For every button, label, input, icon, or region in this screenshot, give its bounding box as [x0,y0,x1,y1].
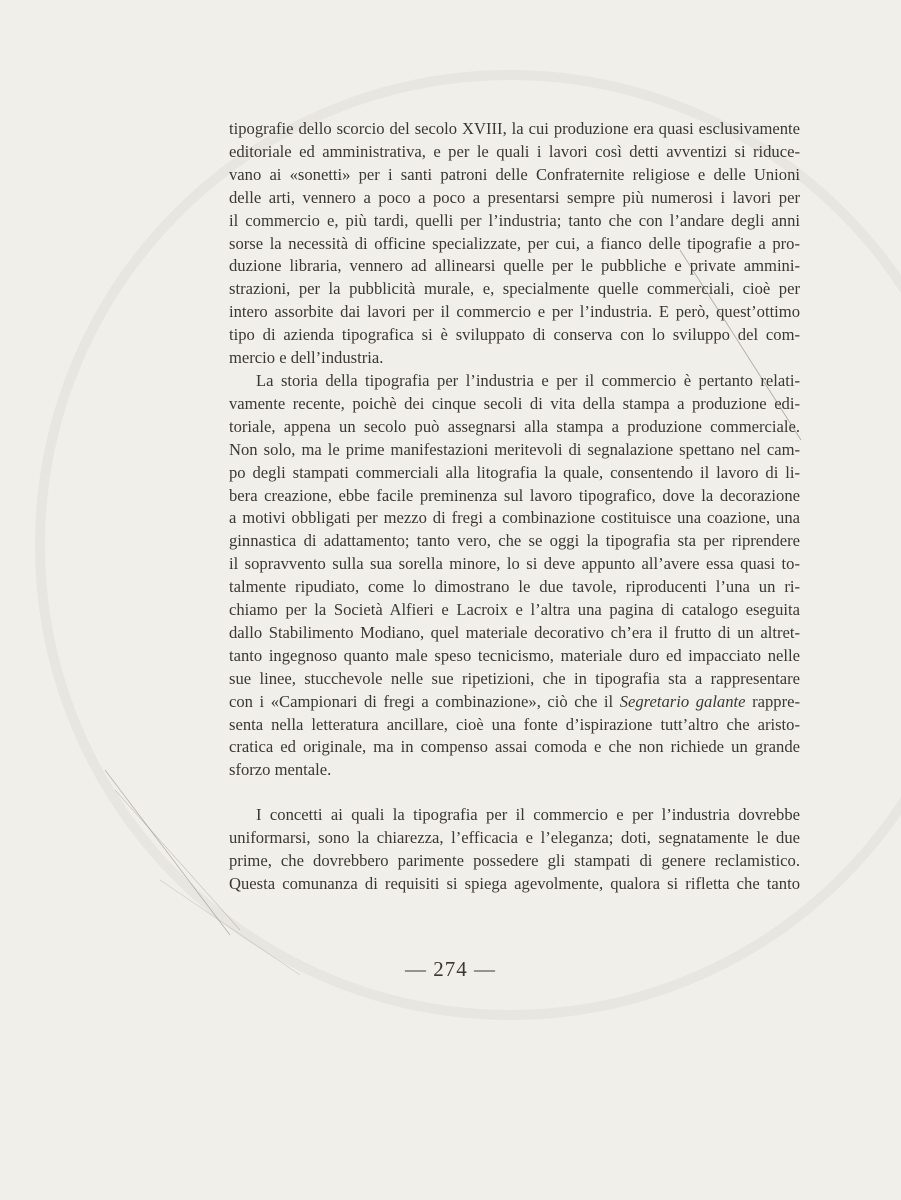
text-line: intero assorbite dai lavori per il commercio e per l’industria. E però, quest’ottimo [229,302,800,322]
page-number: — 274 — [405,957,496,981]
text-line: vano ai «sonetti» per i santi patroni delle Confraternite religiose e delle Unioni [229,164,800,184]
text-line: editoriale ed amministrativa, e per le quali i lavori così detti avventizi si riduce- [229,141,800,161]
text-line: il commercio e, più tardi, quelli per l’industria; tanto che con l’andare degli anni [229,210,800,230]
text-line: chiamo per la Società Alfieri e Lacroix e l’altra una pagina di catalogo eseguita [229,600,800,620]
italic-title: Segretario galante [619,691,746,711]
text-line: po degli stampati commerciali alla litografia la quale, consentendo il lavoro di li- [229,462,800,482]
text-line: uniformarsi, sono la chiarezza, l’efficacia e l’eleganza; doti, segnatamente le due [229,828,800,848]
text-line: duzione libraria, vennero ad allinearsi quelle per le pubbliche e private ammini- [229,256,800,276]
text-line: tipografie dello scorcio del secolo XVIII, la cui produzione era quasi esclusivamente [229,119,800,138]
text-line: prime, che dovrebbero parimente possedere gli stampati di genere reclamistico. [229,851,800,871]
paragraph-gap [229,782,800,804]
text-line: toriale, appena un secolo può assegnarsi alla stampa a produzione commerciale. [229,416,800,436]
text-line: dallo Stabilimento Modiano, quel materiale decorativo ch’era il frutto di un altret- [229,622,800,642]
text-line-with-italic [229,691,800,714]
text-line: La storia della tipografia per l’industria e per il commercio è pertanto relati- [256,370,800,390]
text-line: tipo di azienda tipografica si è sviluppato di conserva con lo sviluppo del com- [229,325,800,345]
text-line: sforzo mentale. [229,760,332,780]
text-line: bera creazione, ebbe facile preminenza sul lavoro tipografico, dove la decorazione [229,485,800,505]
text-line: strazioni, per la pubblicità murale, e, specialmente quelle commerciali, cioè per [229,279,800,299]
body-text [229,118,800,896]
text-run: rappre- [745,691,800,711]
scan-streak [105,770,230,935]
scan-streak [115,790,240,930]
text-line: vamente recente, poichè dei cinque secoli di vita della stampa a produzione edi- [229,393,800,413]
text-line: cratica ed originale, ma in compenso assai comoda e che non richiede un grande [229,737,800,757]
text-line: ginnastica di adattamento; tanto vero, che se oggi la tipografia sta per riprendere [229,531,800,551]
text-line: il sopravvento sulla sua sorella minore, lo si deve appunto all’avere essa quasi to- [229,554,800,574]
text-line: Non solo, ma le prime manifestazioni meritevoli di segnalazione spettano nel cam- [229,439,800,459]
text-line: mercio e dell’industria. [229,348,384,368]
text-line: talmente ripudiato, come lo dimostrano le due tavole, riproducenti l’una un ri- [229,577,800,597]
paragraph-2 [229,370,800,782]
paragraph-1 [229,118,800,370]
text-run: con i «Campionari di fregi a combinazione», ciò che il [229,691,620,711]
text-line: sue linee, stucchevole nelle sue ripetizioni, che in tipografia sta a rappresentare [229,668,800,688]
text-line: a motivi obbligati per mezzo di fregi a combinazione costituisce una coazione, una [229,508,800,528]
text-line: senta nella letteratura ancillare, cioè una fonte d’ispirazione tutt’altro che aristo- [229,714,800,734]
text-line: sorse la necessità di officine specializzate, per cui, a fianco delle tipografie a pro- [229,233,800,253]
text-line: Questa comunanza di requisiti si spiega agevolmente, qualora si rifletta che tanto [229,874,800,893]
paragraph-3 [229,804,800,896]
text-line: I concetti ai quali la tipografia per il commercio e per l’industria dovrebbe [256,805,800,825]
text-line: tanto ingegnoso quanto male speso tecnicismo, materiale duro ed impacciato nelle [229,645,800,665]
text-line: delle arti, vennero a poco a poco a presentarsi sempre più numerosi i lavori per [229,187,800,207]
